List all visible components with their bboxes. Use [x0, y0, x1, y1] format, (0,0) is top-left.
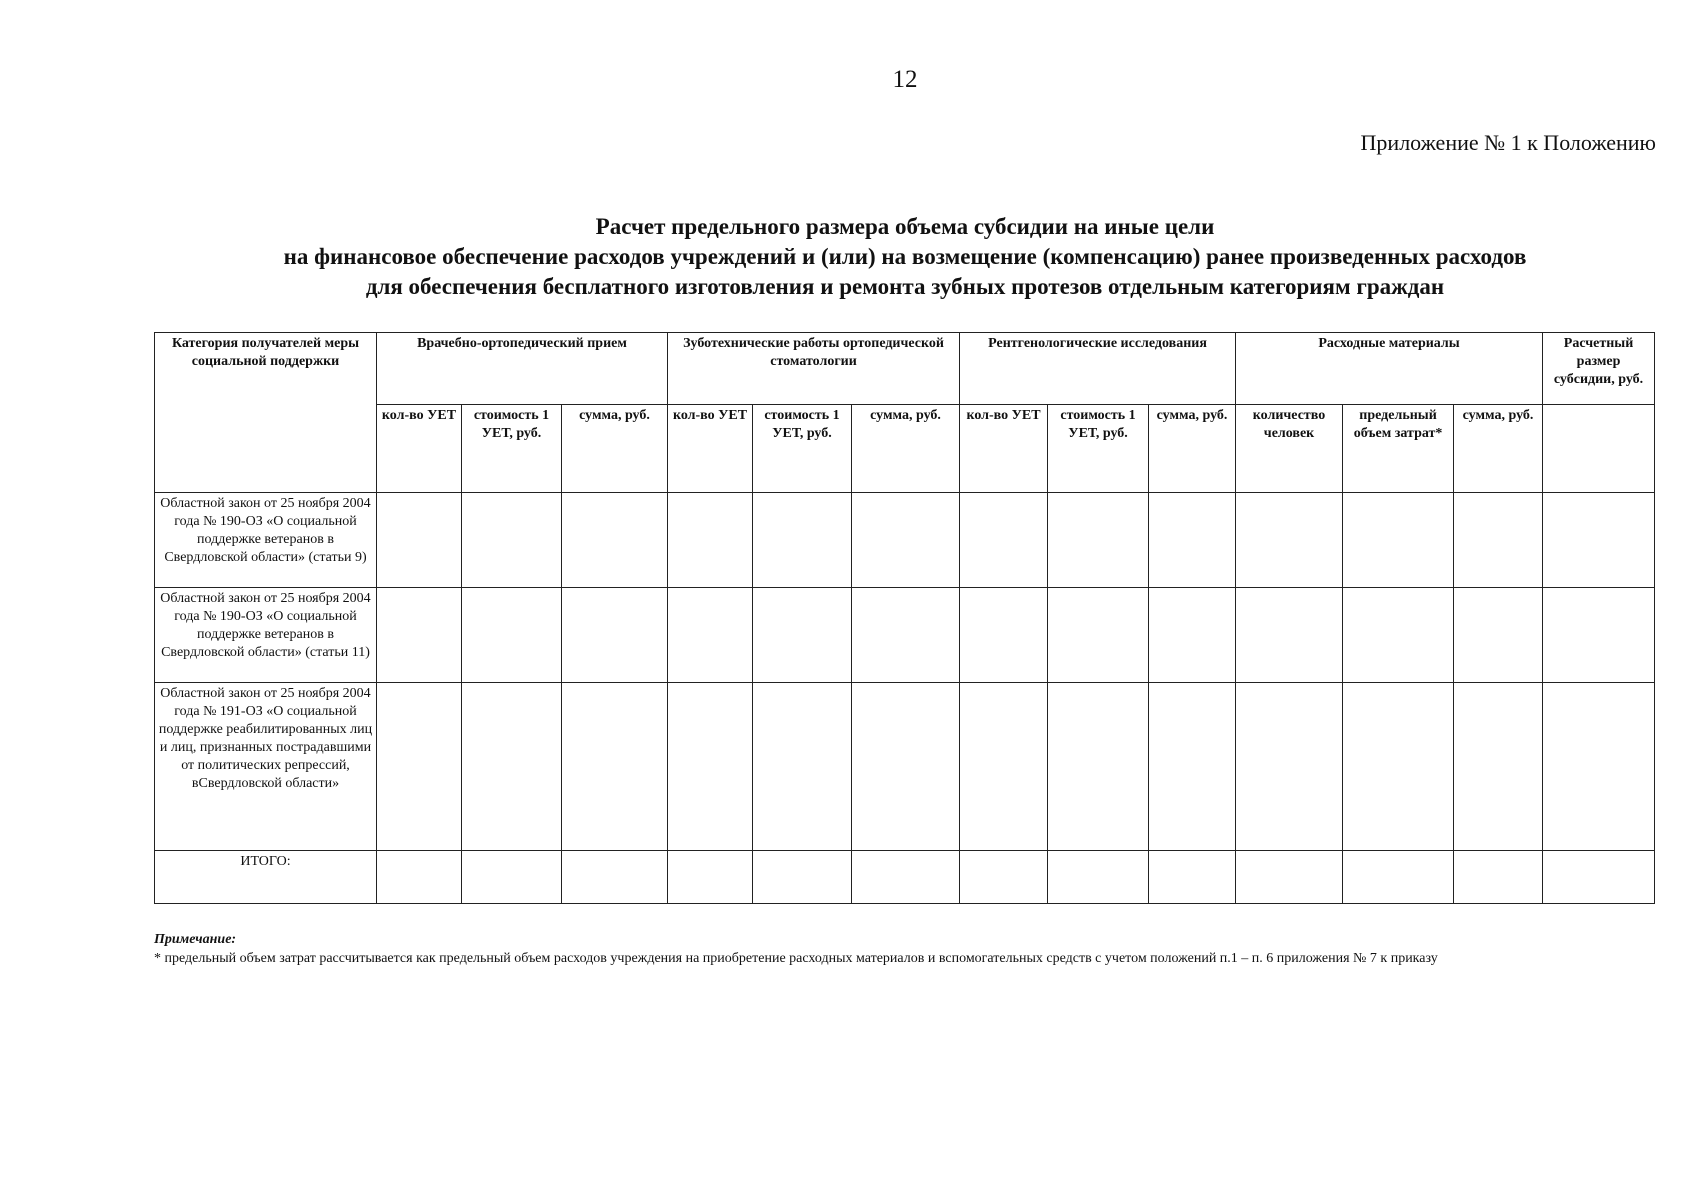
sub-ortho-cost: стоимость 1 УЕТ, руб.	[462, 405, 562, 493]
table-cell	[1048, 493, 1149, 588]
sub-mat-people: количество человек	[1236, 405, 1343, 493]
header-materials-group: Расходные материалы	[1236, 333, 1543, 405]
table-cell	[562, 851, 668, 904]
table-cell	[1048, 588, 1149, 683]
table-cell	[852, 493, 960, 588]
table-cell	[1236, 683, 1343, 851]
table-cell	[1454, 493, 1543, 588]
sub-lab-sum: сумма, руб.	[852, 405, 960, 493]
table-cell	[1236, 588, 1343, 683]
table-cell	[1149, 683, 1236, 851]
footnote-title: Примечание:	[154, 932, 237, 947]
table-cell	[1343, 683, 1454, 851]
table-group-header-row	[155, 333, 1655, 405]
table-cell	[377, 683, 462, 851]
table-cell	[852, 588, 960, 683]
header-result: Расчетный размер субсидии, руб.	[1543, 333, 1655, 405]
table-row	[155, 683, 1655, 851]
sub-xray-sum: сумма, руб.	[1149, 405, 1236, 493]
table-cell	[562, 493, 668, 588]
table-cell	[960, 683, 1048, 851]
table-cell	[1149, 851, 1236, 904]
total-label: ИТОГО:	[155, 851, 377, 904]
header-lab-group: Зуботехнические работы ортопедической стоматологии	[668, 333, 960, 405]
table-cell	[668, 851, 753, 904]
table-row	[155, 493, 1655, 588]
table-cell	[668, 683, 753, 851]
table-cell	[1343, 851, 1454, 904]
sub-lab-qty: кол-во УЕТ	[668, 405, 753, 493]
header-category: Категория получателей меры социальной поддержки	[155, 333, 377, 493]
sub-mat-sum: сумма, руб.	[1454, 405, 1543, 493]
table-total-row	[155, 851, 1655, 904]
title-line-2: на финансовое обеспечение расходов учреждений и (или) на возмещение (компенсацию) ранее произведенных расходов	[283, 244, 1527, 269]
sub-xray-cost: стоимость 1 УЕТ, руб.	[1048, 405, 1149, 493]
table-cell	[1048, 851, 1149, 904]
table-cell	[852, 683, 960, 851]
appendix-label: Приложение № 1 к Положению	[1360, 130, 1656, 155]
table-cell	[1543, 683, 1655, 851]
header-xray-group: Рентгенологические исследования	[960, 333, 1236, 405]
table-cell	[1543, 588, 1655, 683]
sub-mat-limit: предельный объем затрат*	[1343, 405, 1454, 493]
table-cell	[562, 683, 668, 851]
table-cell	[960, 588, 1048, 683]
table-cell	[960, 851, 1048, 904]
table-cell	[1543, 851, 1655, 904]
table-cell	[462, 588, 562, 683]
sub-ortho-qty: кол-во УЕТ	[377, 405, 462, 493]
table-cell	[1149, 588, 1236, 683]
row-category: Областной закон от 25 ноября 2004 года № 190-ОЗ «О социальной поддержке ветеранов в Свердловской области» (статьи 9)	[155, 493, 377, 588]
sub-result-empty	[1543, 405, 1655, 493]
table-cell	[960, 493, 1048, 588]
table-cell	[462, 851, 562, 904]
footnote-text: * предельный объем затрат рассчитывается как предельный объем расходов учреждения на приобретение расходных материалов и вспомогательных средств с учетом положений п.1 – п. 6 приложения № 7 к приказу	[154, 951, 1438, 966]
table-cell	[668, 493, 753, 588]
sub-ortho-sum: сумма, руб.	[562, 405, 668, 493]
title-line-1: Расчет предельного размера объема субсидии на иные цели	[595, 214, 1215, 239]
table-cell	[562, 588, 668, 683]
table-cell	[1236, 493, 1343, 588]
table-cell	[753, 493, 852, 588]
table-cell	[1236, 851, 1343, 904]
table-cell	[1543, 493, 1655, 588]
subsidy-table	[154, 332, 1655, 904]
table-cell	[462, 683, 562, 851]
sub-lab-cost: стоимость 1 УЕТ, руб.	[753, 405, 852, 493]
table-cell	[753, 851, 852, 904]
table-subheader-row	[155, 405, 1655, 493]
document-title	[160, 212, 1650, 302]
sub-xray-qty: кол-во УЕТ	[960, 405, 1048, 493]
title-line-3: для обеспечения бесплатного изготовления и ремонта зубных протезов отдельным категориям граждан	[365, 274, 1445, 299]
row-category: Областной закон от 25 ноября 2004 года № 191-ОЗ «О социальной поддержке реабилитированных лиц и лиц, признанных пострадавшими от политических репрессий, вСвердловской области»	[155, 683, 377, 851]
table-cell	[1048, 683, 1149, 851]
page-number: 12	[892, 66, 918, 93]
table-cell	[377, 851, 462, 904]
table-cell	[1343, 588, 1454, 683]
table-cell	[1343, 493, 1454, 588]
table-cell	[462, 493, 562, 588]
row-category: Областной закон от 25 ноября 2004 года № 190-ОЗ «О социальной поддержке ветеранов в Свердловской области» (статьи 11)	[155, 588, 377, 683]
table-row	[155, 588, 1655, 683]
header-ortho-group: Врачебно-ортопедический прием	[377, 333, 668, 405]
table-cell	[377, 493, 462, 588]
table-cell	[1454, 851, 1543, 904]
table-cell	[668, 588, 753, 683]
table-cell	[753, 683, 852, 851]
table-cell	[1454, 683, 1543, 851]
footnote	[154, 930, 1674, 968]
table-cell	[1149, 493, 1236, 588]
table-cell	[753, 588, 852, 683]
table-cell	[377, 588, 462, 683]
table-cell	[852, 851, 960, 904]
table-cell	[1454, 588, 1543, 683]
